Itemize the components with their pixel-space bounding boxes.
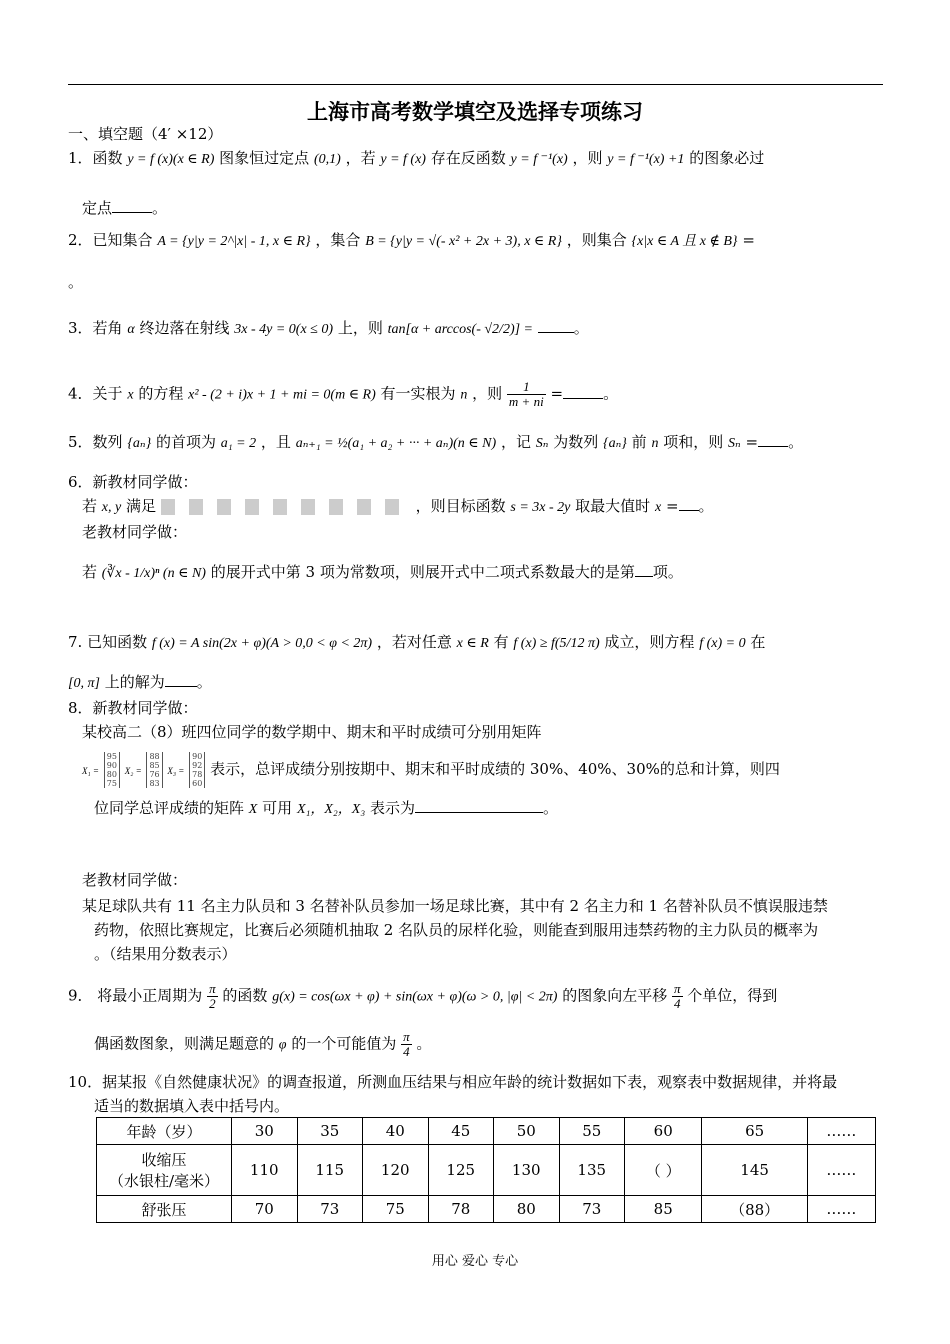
matrix-x1: 95 90 80 75	[104, 752, 120, 788]
question-8-heading: 8．新教材同学做：	[68, 699, 198, 717]
question-9: 9． 将最小正周期为 $\frac{\pi}{2}$ 的函数 g(x) = cos(ωx + φ) + sin(ωx + φ)(ω > 0, |φ| < 2π) 的图象向左平移 $\frac{\pi}{4}$ 个单位，得到	[68, 981, 778, 1011]
table-cell: 80	[494, 1196, 560, 1223]
table-cell: ……	[807, 1145, 875, 1196]
question-10: 10．据某报《自然健康状况》的调查报道，所测血压结果与相应年龄的统计数据如下表，观察表中数据规律，并将最	[68, 1073, 838, 1091]
table-cell: 40	[363, 1118, 429, 1145]
question-6-new: 若 x, y 满足 ，则目标函数 s = 3x - 2y 取最大值时 x = 。	[82, 497, 714, 515]
table-cell: 130	[494, 1145, 560, 1196]
question-8-old-2: 药物，依照比赛规定，比赛后必须随机抽取 2 名队员的尿样化验，则能查到服用违禁药物的主力队员的概率为	[94, 921, 819, 939]
question-8-matrices: X₁ = 95 90 80 75 X₂ = 88 85 76 83 X₃ = 90 92 78 60 表示，总评成绩分别按期中、期末和平时成绩的 30%、40%、30%的总和计算，则四	[82, 752, 780, 788]
question-1: 1．函数 y = f (x)(x ∈ R) 图象恒过定点 (0,1) ，若 y = f (x) 存在反函数 y = f ⁻¹(x) ，则 y = f ⁻¹(x) +1 的图象必过	[68, 149, 765, 167]
section-heading: 一、填空题（4′ ×12）	[68, 125, 223, 143]
matrix-x3: 90 92 78 60	[189, 752, 205, 788]
table-cell: 120	[363, 1145, 429, 1196]
page-footer: 用心 爱心 专心	[431, 1254, 519, 1269]
question-5: 5．数列 {aₙ} 的首项为 a₁ = 2 ，且 aₙ₊₁ = ½(a₁ + a₂ + ··· + aₙ)(n ∈ N) ，记 Sₙ 为数列 {aₙ} 前 n 项和，则 Sₙ = 。	[68, 433, 804, 451]
question-9-cont: 偶函数图象，则满足题意的 φ 的一个可能值为 $\frac{\pi}{4}$ 。	[94, 1029, 432, 1059]
table-cell: 65	[702, 1118, 807, 1145]
question-8-old-1: 某足球队共有 11 名主力队员和 3 名替补队员参加一场足球比赛，其中有 2 名主力和 1 名替补队员不慎误服违禁	[82, 897, 828, 915]
table-cell: 73	[559, 1196, 625, 1223]
question-4: 4．关于 x 的方程 x² - (2 + i)x + 1 + mi = 0(m ∈ R) 有一实根为 n ，则 $\frac{1}{m + ni}$ = 。	[68, 379, 619, 409]
question-2-cont: 。	[68, 273, 84, 291]
table-cell: 70	[232, 1196, 298, 1223]
table-cell: 78	[428, 1196, 494, 1223]
question-2: 2．已知集合 A = {y|y = 2^|x| - 1, x ∈ R} ，集合 B = {y|y = √(- x² + 2x + 3), x ∈ R} ，则集合 {x|x ∈ A 且 x ∉ B} =	[68, 231, 755, 249]
table-cell: 55	[559, 1118, 625, 1145]
table-cell: 年龄（岁）	[97, 1118, 232, 1145]
blurred-constraints-image	[161, 499, 411, 515]
table-cell: 收缩压 （水银柱/毫米）	[97, 1145, 232, 1196]
table-cell: （88）	[702, 1196, 807, 1223]
table-cell: （ ）	[625, 1145, 702, 1196]
question-6-old: 若 (∛x - 1/x)ⁿ (n ∈ N) 的展开式中第 3 项为常数项，则展开式中二项式系数最大的是第 项。	[82, 563, 683, 581]
question-8-new: 某校高二（8）班四位同学的数学期中、期末和平时成绩可分别用矩阵	[82, 723, 542, 741]
matrix-x2: 88 85 76 83	[146, 752, 162, 788]
table-cell: 145	[702, 1145, 807, 1196]
question-8-old-3: 。（结果用分数表示）	[94, 945, 237, 963]
table-cell: 125	[428, 1145, 494, 1196]
table-cell: 110	[232, 1145, 298, 1196]
table-cell: 135	[559, 1145, 625, 1196]
table-cell: 75	[363, 1196, 429, 1223]
question-10-cont: 适当的数据填入表中括号内。	[94, 1097, 290, 1115]
table-cell: 50	[494, 1118, 560, 1145]
table-cell: 73	[297, 1196, 363, 1223]
question-7: 7. 已知函数 f (x) = A sin(2x + φ)(A > 0,0 < φ < 2π) ，若对任意 x ∈ R 有 f (x) ≥ f(5/12 π) 成立，则方程 f (x) = 0 在	[68, 633, 766, 651]
question-8-old-heading: 老教材同学做：	[82, 871, 188, 889]
table-row	[97, 1145, 876, 1196]
header-rule	[68, 84, 883, 85]
question-1-cont: 定点 。	[82, 199, 168, 217]
table-cell: ……	[807, 1118, 875, 1145]
table-cell: 115	[297, 1145, 363, 1196]
question-6-heading: 6．新教材同学做：	[68, 473, 198, 491]
question-3: 3．若角 α 终边落在射线 3x - 4y = 0(x ≤ 0) 上，则 tan[α + arccos(- √2/2)] = 。	[68, 319, 589, 337]
table-cell: ……	[807, 1196, 875, 1223]
table-cell: 85	[625, 1196, 702, 1223]
table-cell: 60	[625, 1118, 702, 1145]
page-title: 上海市高考数学填空及选择专项练习	[307, 99, 643, 124]
table-cell: 舒张压	[97, 1196, 232, 1223]
table-cell: 45	[428, 1118, 494, 1145]
question-8-new-cont: 位同学总评成绩的矩阵 X 可用 X₁，X₂，X₃ 表示为 。	[94, 799, 559, 817]
table-cell: 35	[297, 1118, 363, 1145]
table-cell: 30	[232, 1118, 298, 1145]
blood-pressure-table	[96, 1117, 876, 1223]
table-row	[97, 1196, 876, 1223]
question-7-cont: [0, π] 上的解为 。	[68, 673, 212, 691]
question-6-old-heading: 老教材同学做：	[82, 523, 188, 541]
table-row	[97, 1118, 876, 1145]
